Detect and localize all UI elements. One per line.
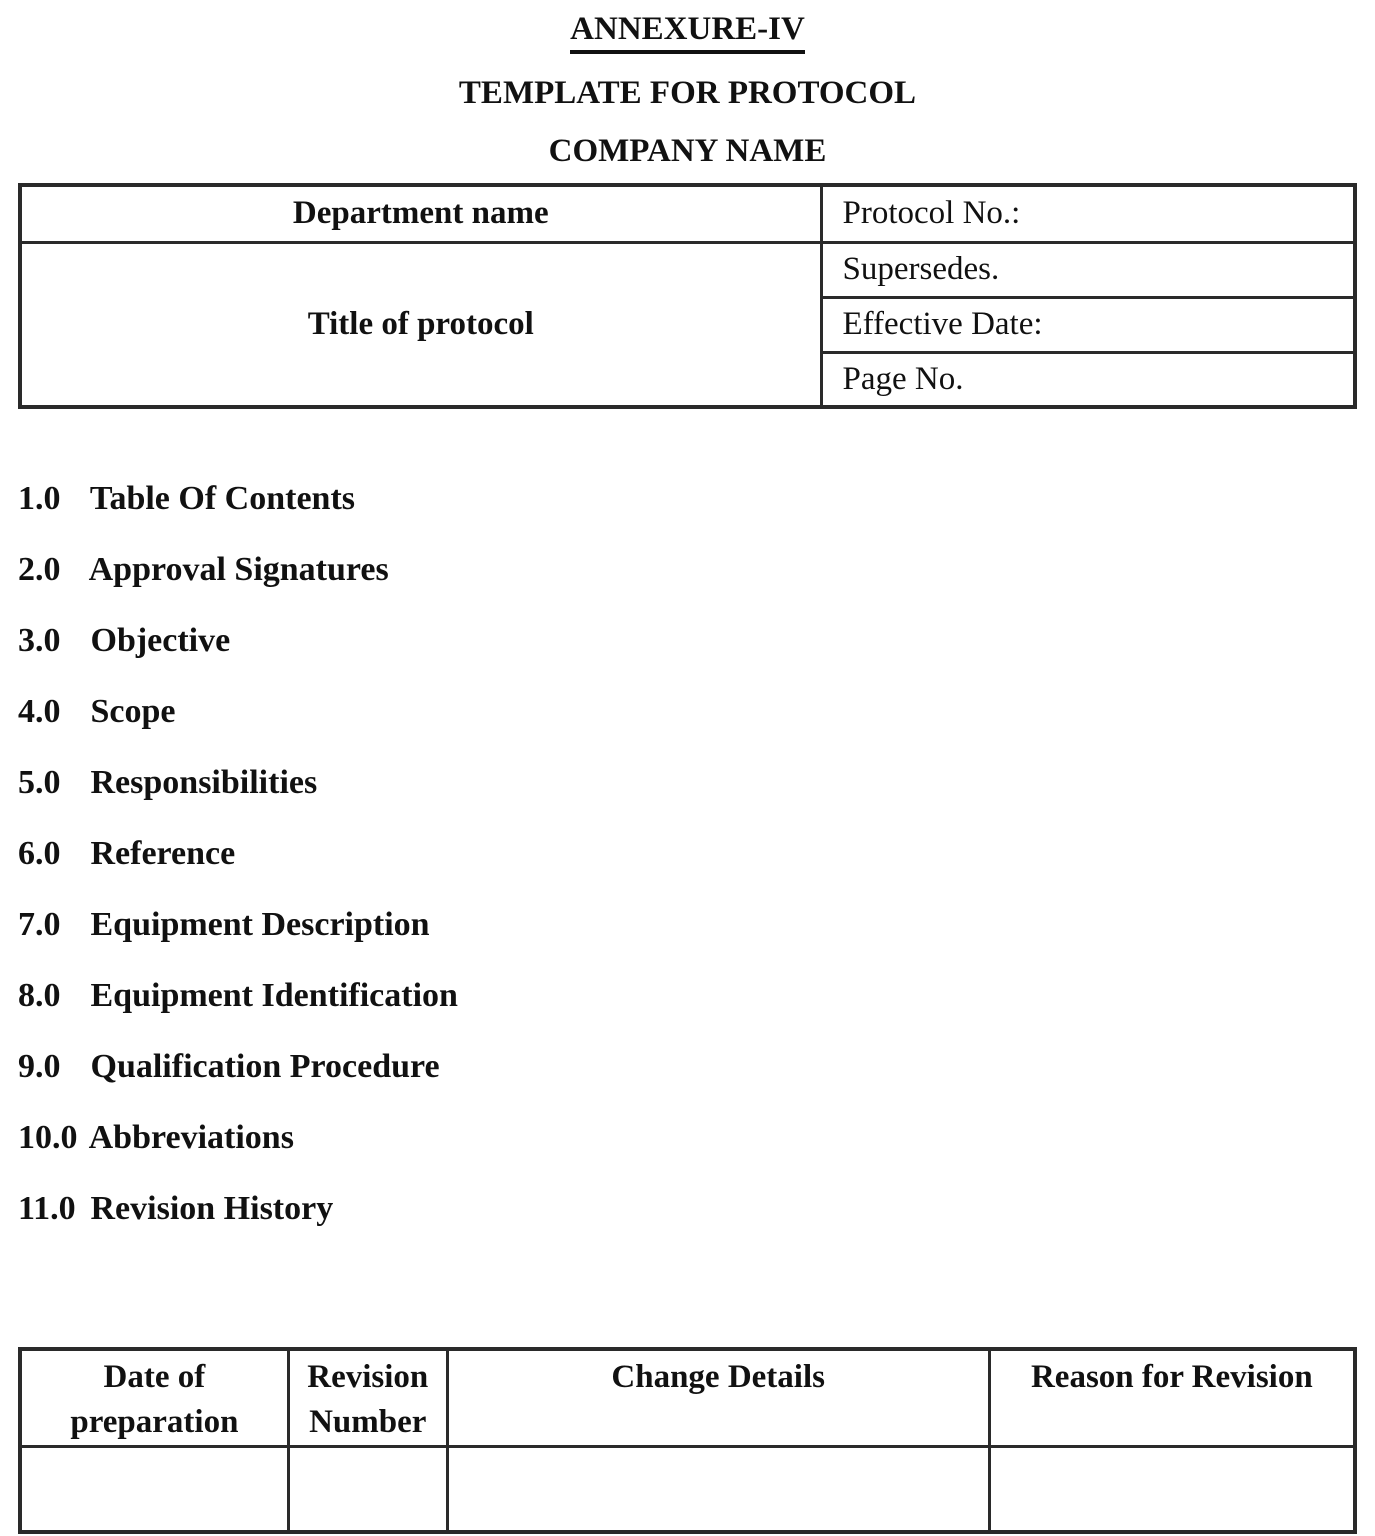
toc-item — [18, 1118, 458, 1158]
toc-item-number: 3.0 — [18, 622, 61, 659]
toc-item-label: Table Of Contents — [89, 480, 356, 517]
revision-cell-reason — [989, 1447, 1355, 1532]
toc-item-number: 10.0 — [18, 1119, 78, 1156]
company-name-title: COMPANY NAME — [548, 133, 827, 169]
template-title: TEMPLATE FOR PROTOCOL — [458, 75, 917, 111]
department-name-cell: Department name — [20, 185, 821, 242]
table-row — [20, 242, 1355, 297]
toc-item-number: 9.0 — [18, 1048, 61, 1085]
toc-item-number: 7.0 — [18, 906, 61, 943]
toc-item-number: 11.0 — [18, 1190, 76, 1227]
revision-header-change: Change Details — [447, 1349, 989, 1447]
revision-cell-number — [288, 1447, 447, 1532]
toc-item — [18, 550, 458, 590]
supersedes-cell: Supersedes. — [821, 242, 1355, 297]
title-of-protocol-cell: Title of protocol — [20, 242, 821, 407]
toc-item — [18, 692, 458, 732]
revision-header-date: Date of preparation — [20, 1349, 288, 1447]
toc-item-number: 4.0 — [18, 693, 61, 730]
toc-item — [18, 763, 458, 803]
toc-item-label: Abbreviations — [88, 1119, 294, 1156]
toc-item-label: Equipment Description — [90, 906, 430, 943]
document-header — [0, 10, 1375, 190]
toc-item-label: Equipment Identification — [90, 977, 458, 1014]
toc-item-number: 8.0 — [18, 977, 61, 1014]
toc-item — [18, 834, 458, 874]
toc-item-label: Approval Signatures — [88, 551, 389, 588]
toc-item-label: Reference — [90, 835, 236, 872]
toc-item-label: Revision History — [90, 1190, 334, 1227]
revision-header-reason: Reason for Revision — [989, 1349, 1355, 1447]
toc-item — [18, 976, 458, 1016]
revision-cell-change — [447, 1447, 989, 1532]
revision-cell-date — [20, 1447, 288, 1532]
toc-item — [18, 621, 458, 661]
table-row — [20, 185, 1355, 242]
toc-item-number: 1.0 — [18, 480, 61, 517]
toc-item-number: 2.0 — [18, 551, 61, 588]
effective-date-cell: Effective Date: — [821, 297, 1355, 352]
toc-item-number: 6.0 — [18, 835, 61, 872]
table-row — [20, 1349, 1355, 1447]
toc-item-label: Qualification Procedure — [90, 1048, 440, 1085]
page-no-cell: Page No. — [821, 352, 1355, 407]
table-row — [20, 1447, 1355, 1532]
annexure-title: ANNEXURE-IV — [570, 10, 805, 54]
revision-header-number: Revision Number — [288, 1349, 447, 1447]
toc-item-number: 5.0 — [18, 764, 61, 801]
toc-list — [18, 479, 458, 1260]
toc-item-label: Objective — [90, 622, 231, 659]
toc-item — [18, 1047, 458, 1087]
protocol-no-cell: Protocol No.: — [821, 185, 1355, 242]
toc-item — [18, 479, 458, 519]
annexure-title-row — [0, 10, 1375, 54]
toc-item-label: Responsibilities — [90, 764, 318, 801]
revision-history-table — [18, 1347, 1357, 1534]
toc-item — [18, 905, 458, 945]
toc-item — [18, 1189, 458, 1229]
toc-item-label: Scope — [90, 693, 176, 730]
protocol-header-table — [18, 183, 1357, 409]
